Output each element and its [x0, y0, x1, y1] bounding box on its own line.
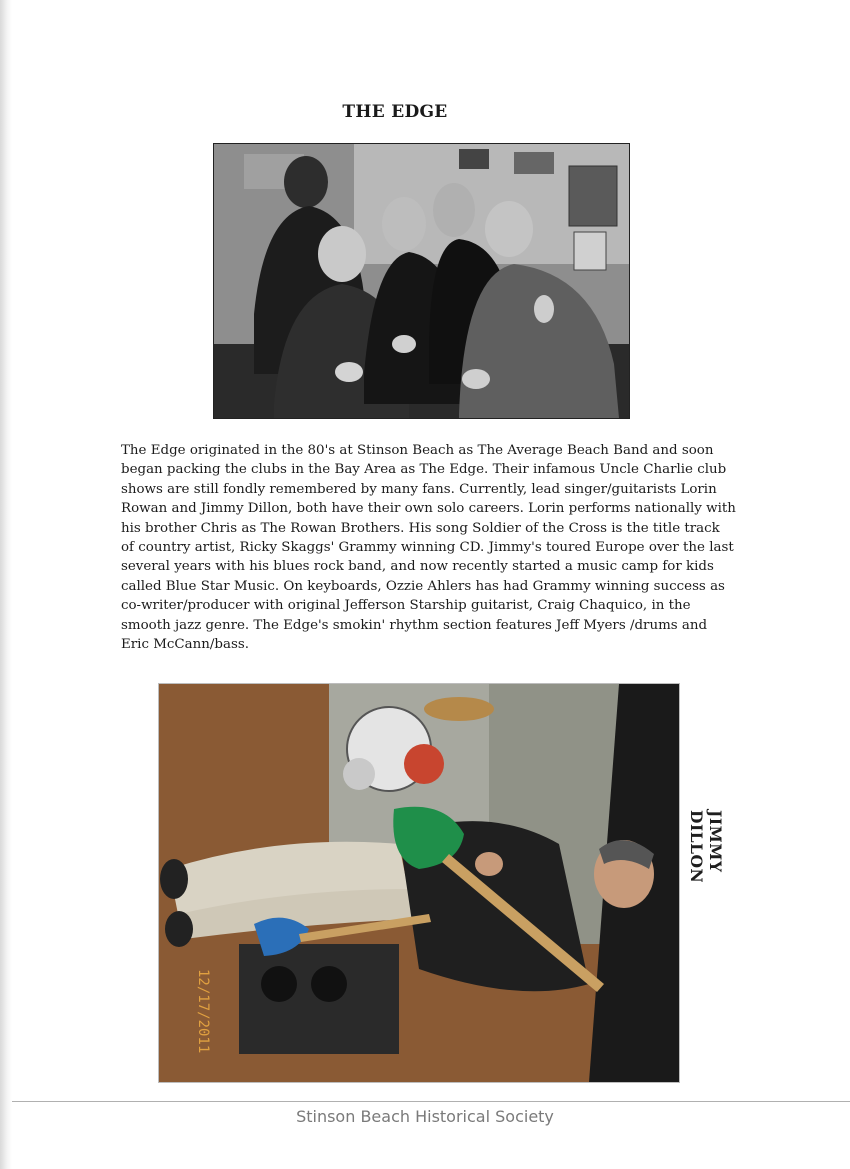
- band-description: The Edge originated in the 80's at Stinson Beach as The Average Beach Band and soon began packing the clubs in the Bay Area as The Edge. Their infamous Uncle Charlie club shows are still fondly remembered by many fans. Currently, lead singer/guitarists Lorin Rowan and Jimmy Dillon, both have their own solo careers. Lorin performs nationally with his brother Chris as The Rowan Brothers. His song Soldier of the Cross is the title track of country artist, Ricky Skaggs' Grammy winning CD. Jimmy's toured Europe over the last several years with his blues rock band, and now recently started a music camp for kids called Blue Star Music. On keyboards, Ozzie Ahlers has had Grammy winning success as co-writer/producer with original Jefferson Starship guitarist, Craig Chaquico, in the smooth jazz genre. The Edge's smokin' rhythm section features Jeff Myers /drums and Eric McCann/bass.: [121, 443, 736, 653]
- jimmy-dillon-caption: JIMMY DILLON: [687, 810, 725, 884]
- jimmy-dillon-photo: [158, 683, 680, 1083]
- photo-date-stamp: 12/17/2011: [195, 969, 211, 1054]
- band-photo: [213, 143, 630, 419]
- band-photo-illustration: [214, 144, 629, 418]
- footer-society-name: Stinson Beach Historical Society: [296, 1107, 554, 1126]
- page-shadow-edge: [0, 0, 12, 1169]
- footer-divider: [12, 1101, 850, 1102]
- jimmy-photo-illustration: [159, 684, 679, 1082]
- page-title: THE EDGE: [342, 102, 448, 122]
